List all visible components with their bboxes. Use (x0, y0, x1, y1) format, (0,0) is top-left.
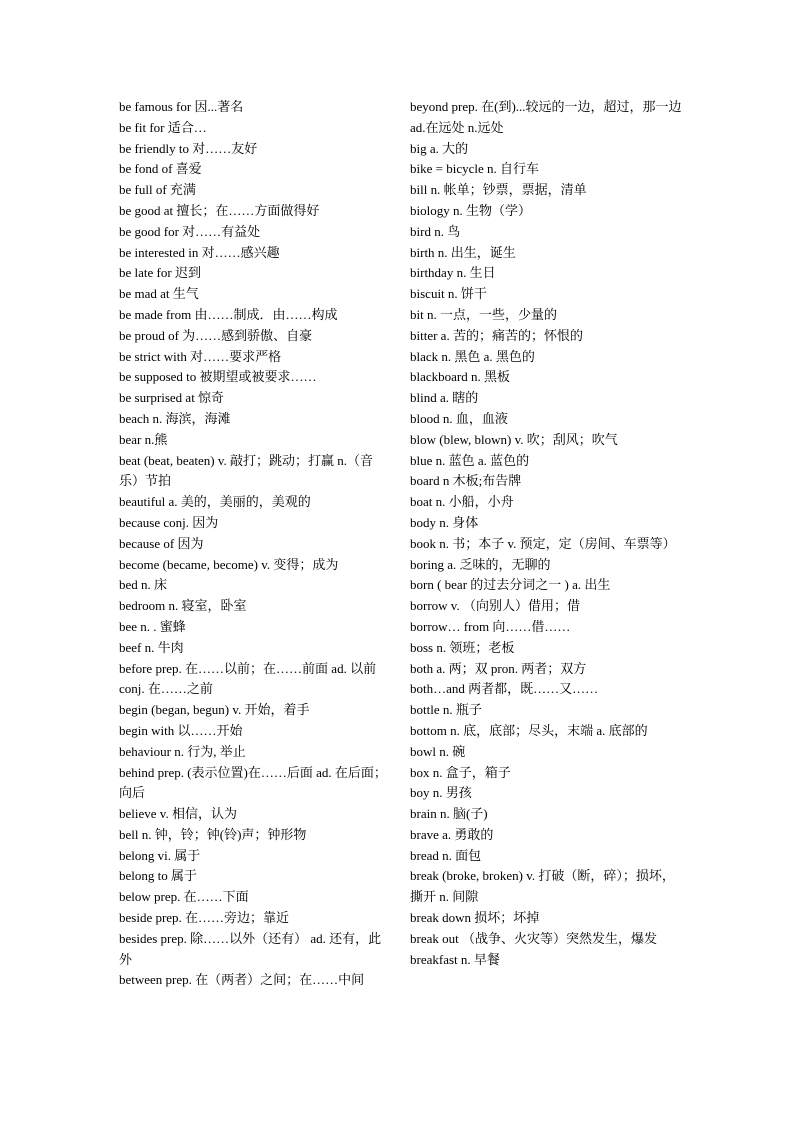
vocab-entry: begin with 以……开始 (119, 722, 243, 738)
vocab-entry: breakfast n. 早餐 (410, 951, 500, 967)
vocab-entry: bottle n. 瓶子 (410, 702, 482, 718)
vocab-entry: blind a. 瞎的 (410, 390, 479, 406)
vocab-entry: blackboard n. 黑板 (410, 369, 511, 385)
vocab-entry: beautiful a. 美的，美丽的，美观的 (119, 494, 311, 510)
vocab-entry: behind prep. (表示位置)在……后面 ad. 在后面；向后 (119, 764, 387, 801)
vocab-entry: be fond of 喜爱 (119, 161, 202, 177)
vocab-entry: boss n. 领班；老板 (410, 639, 515, 655)
vocab-entry: believe v. 相信，认为 (119, 806, 237, 822)
vocab-entry: big a. 大的 (410, 140, 469, 156)
vocab-entry: beyond prep. 在(到)...较远的一边，超过，那一边 ad.在远处 n.远处 (410, 99, 682, 135)
vocab-entry: be late for 迟到 (119, 265, 201, 281)
vocab-entry: begin (began, begun) v. 开始，着手 (119, 702, 310, 718)
vocab-entry: be made from 由……制成．由……构成 (119, 306, 338, 322)
vocab-entry: be proud of 为……感到骄傲、自豪 (119, 327, 313, 343)
vocab-entry: boring a. 乏味的，无聊的 (410, 556, 551, 572)
vocab-entry: because conj. 因为 (119, 514, 219, 530)
vocab-entry: besides prep. 除……以外（还有） ad. 还有，此外 (119, 930, 382, 967)
vocab-entry: bowl n. 碗 (410, 743, 466, 759)
vocab-entry: both…and 两者都，既……又…… (410, 681, 599, 697)
vocab-entry: body n. 身体 (410, 514, 479, 530)
vocab-entry: bill n. 帐单；钞票，票据，清单 (410, 182, 587, 198)
vocab-entry: be interested in 对……感兴趣 (119, 244, 280, 260)
vocab-entry: belong to 属于 (119, 868, 197, 884)
vocab-entry: be friendly to 对……友好 (119, 140, 258, 156)
vocab-entry: bed n. 床 (119, 577, 168, 593)
vocab-entry: blood n. 血，血液 (410, 410, 508, 426)
vocab-entry: bitter a. 苦的；痛苦的；怀恨的 (410, 327, 583, 343)
vocab-entry: biology n. 生物（学） (410, 202, 531, 218)
vocab-entry: book n. 书；本子 v. 预定，定（房间、车票等） (410, 535, 676, 551)
vocab-entry: borrow v. （向别人）借用；借 (410, 598, 580, 614)
vocab-entry: boy n. 男孩 (410, 785, 472, 801)
right-column (410, 97, 682, 970)
vocab-entry: brave a. 勇敢的 (410, 826, 494, 842)
vocab-entry: beach n. 海滨，海滩 (119, 410, 231, 426)
vocab-entry: belong vi. 属于 (119, 847, 201, 863)
vocab-entry: before prep. 在……以前；在……前面 ad. 以前 conj. 在……之前 (119, 660, 377, 697)
vocab-entry: bottom n. 底，底部；尽头，末端 a. 底部的 (410, 722, 648, 738)
vocab-entry: born ( bear 的过去分词之一 ) a. 出生 (410, 577, 611, 593)
vocab-entry: break (broke, broken) v. 打破（断，碎）；损坏，撕开 n. 间隙 (410, 868, 675, 905)
vocab-entry: behaviour n. 行为, 举止 (119, 743, 246, 759)
vocab-entry: be good for 对……有益处 (119, 223, 261, 239)
vocab-entry: break out （战争、火灾等）突然发生，爆发 (410, 930, 657, 946)
vocab-entry: be mad at 生气 (119, 286, 199, 302)
left-column (119, 97, 387, 991)
vocab-entry: bike = bicycle n. 自行车 (410, 161, 539, 177)
vocab-entry: be surprised at 惊奇 (119, 390, 225, 406)
vocab-entry: be full of 充满 (119, 182, 196, 198)
vocab-entry: become (became, become) v. 变得；成为 (119, 556, 339, 572)
vocab-entry: birthday n. 生日 (410, 265, 496, 281)
vocab-entry: bedroom n. 寝室，卧室 (119, 598, 247, 614)
vocab-entry: blow (blew, blown) v. 吹；刮风；吹气 (410, 431, 618, 447)
vocab-entry: blue n. 蓝色 a. 蓝色的 (410, 452, 530, 468)
vocab-entry: between prep. 在（两者）之间；在……中间 (119, 972, 365, 988)
vocab-entry: because of 因为 (119, 535, 204, 551)
vocab-entry: bread n. 面包 (410, 847, 482, 863)
vocab-entry: beside prep. 在……旁边；靠近 (119, 910, 290, 926)
vocab-entry: bee n. . 蜜蜂 (119, 618, 186, 634)
vocab-entry: birth n. 出生，诞生 (410, 244, 516, 260)
vocab-entry: be supposed to 被期望或被要求…… (119, 369, 317, 385)
vocab-entry: brain n. 脑(子) (410, 806, 488, 822)
vocab-entry: be good at 擅长；在……方面做得好 (119, 202, 320, 218)
vocab-entry: bear n.熊 (119, 431, 168, 447)
vocab-entry: be fit for 适合… (119, 119, 207, 135)
vocab-entry: bit n. 一点，一些，少量的 (410, 306, 557, 322)
vocab-entry: beef n. 牛肉 (119, 639, 184, 655)
vocab-entry: below prep. 在……下面 (119, 889, 249, 905)
vocab-entry: board n 木板;布告牌 (410, 473, 522, 489)
vocab-entry: black n. 黑色 a. 黑色的 (410, 348, 535, 364)
vocab-entry: biscuit n. 饼干 (410, 286, 487, 302)
vocab-entry: box n. 盒子，箱子 (410, 764, 511, 780)
vocab-entry: boat n. 小船，小舟 (410, 494, 514, 510)
vocab-entry: be famous for 因...著名 (119, 99, 244, 114)
vocab-entry: be strict with 对……要求严格 (119, 348, 282, 364)
vocab-entry: both a. 两；双 pron. 两者；双方 (410, 660, 587, 676)
vocab-entry: borrow… from 向……借…… (410, 618, 571, 634)
vocab-entry: bird n. 鸟 (410, 223, 461, 239)
vocab-entry: break down 损坏；坏掉 (410, 910, 540, 926)
vocab-entry: beat (beat, beaten) v. 敲打；跳动；打赢 n.（音乐）节拍 (119, 452, 374, 489)
vocab-entry: bell n. 钟，铃；钟(铃)声；钟形物 (119, 826, 307, 842)
